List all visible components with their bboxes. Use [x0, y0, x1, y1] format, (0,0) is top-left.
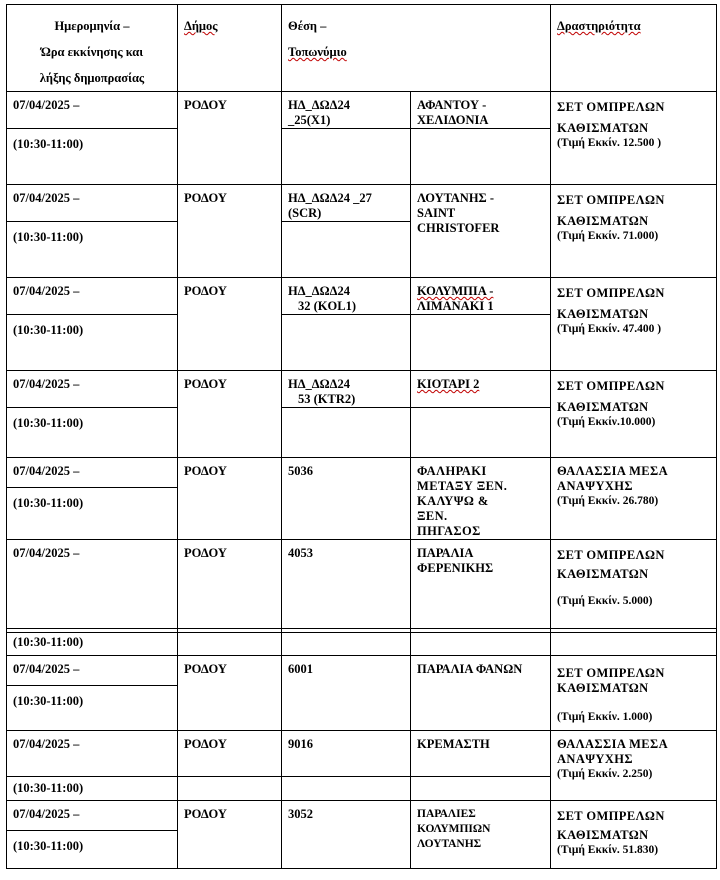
code-cell: 4053 — [282, 540, 411, 633]
time-cell: (10:30-11:00) — [7, 777, 178, 801]
table-row — [7, 278, 717, 315]
municipality-cell: ΡΟΔΟΥ — [178, 371, 282, 458]
time-cell: (10:30-11:00) — [7, 408, 178, 458]
activity-cell: ΣΕΤ ΟΜΠΡΕΛΩΝ ΚΑΘΙΣΜΑΤΩΝ (Τιμή Εκκίν. 51.830) — [551, 801, 717, 869]
municipality-cell: ΡΟΔΟΥ — [178, 458, 282, 540]
table-header-row — [7, 5, 717, 92]
code-cell: ΗΔ_ΔΩΔ24 _27 (SCR) — [282, 185, 411, 222]
code-cell: 6001 — [282, 656, 411, 731]
auction-table-continued — [6, 628, 717, 869]
time-cell: (10:30-11:00) — [7, 222, 178, 278]
date-cell: 07/04/2025 – — [7, 371, 178, 408]
activity-cell: ΣΕΤ ΟΜΠΡΕΛΩΝ ΚΑΘΙΣΜΑΤΩΝ (Τιμή Εκκίν. 1.000) — [551, 656, 717, 731]
table-row — [7, 629, 717, 656]
activity-cell: ΣΕΤ ΟΜΠΡΕΛΩΝ ΚΑΘΙΣΜΑΤΩΝ (Τιμή Εκκίν.10.000) — [551, 371, 717, 458]
code-cell: ΗΔ_ΔΩΔ24 53 (KTR2) — [282, 371, 411, 408]
table-row — [7, 801, 717, 831]
auction-table — [6, 4, 717, 633]
table-row — [7, 540, 717, 633]
place-cell: ΑΦΑΝΤΟΥ - ΧΕΛΙΔΟΝΙΑ — [411, 92, 551, 129]
time-cell: (10:30-11:00) — [7, 686, 178, 731]
table-row — [7, 656, 717, 686]
table-row — [7, 185, 717, 222]
table-row — [7, 371, 717, 408]
activity-cell: ΘΑΛΑΣΣΙΑ ΜΕΣΑ ΑΝΑΨΥΧΗΣ (Τιμή Εκκίν. 26.780) — [551, 458, 717, 540]
place-cell: ΠΑΡΑΛΙΑ ΦΕΡΕΝΙΚΗΣ — [411, 540, 551, 633]
place-cell: ΛΟΥΤΑΝΗΣ - SAINT CHRISTOFER — [411, 185, 551, 278]
header-municipality: Δήμος — [178, 5, 282, 92]
time-cell: (10:30-11:00) — [7, 129, 178, 185]
code-cell: 5036 — [282, 458, 411, 540]
place-cell: ΚΡΕΜΑΣΤΗ — [411, 731, 551, 777]
code-cell: ΗΔ_ΔΩΔ24 32 (KOL1) — [282, 278, 411, 315]
activity-cell: ΣΕΤ ΟΜΠΡΕΛΩΝ ΚΑΘΙΣΜΑΤΩΝ (Τιμή Εκκίν. 71.000) — [551, 185, 717, 278]
place-cell: ΦΑΛΗΡΑΚΙ ΜΕΤΑΞΥ ΞΕΝ. ΚΑΛΥΨΩ & ΞΕΝ. ΠΗΓΑΣΟΣ — [411, 458, 551, 540]
code-cell: ΗΔ_ΔΩΔ24 _25(X1) — [282, 92, 411, 129]
code-cell: 9016 — [282, 731, 411, 777]
place-cell: ΚΟΛΥΜΠΙΑ - ΛΙΜΑΝΑΚΙ 1 — [411, 278, 551, 315]
place-cell: ΠΑΡΑΛΙΑ ΦΑΝΩΝ — [411, 656, 551, 731]
place-cell: ΠΑΡΑΛΙΕΣ ΚΟΛΥΜΠΙΩΝ ΛΟΥΤΑΝΗΣ — [411, 801, 551, 869]
place-cell: ΚΙΟΤΑΡΙ 2 — [411, 371, 551, 408]
date-cell: 07/04/2025 – — [7, 185, 178, 222]
date-cell: 07/04/2025 – — [7, 731, 178, 777]
municipality-cell: ΡΟΔΟΥ — [178, 801, 282, 869]
activity-cell: ΣΕΤ ΟΜΠΡΕΛΩΝ ΚΑΘΙΣΜΑΤΩΝ (Τιμή Εκκίν. 5.000) — [551, 540, 717, 633]
municipality-cell: ΡΟΔΟΥ — [178, 731, 282, 777]
activity-cell: ΣΕΤ ΟΜΠΡΕΛΩΝ ΚΑΘΙΣΜΑΤΩΝ (Τιμή Εκκίν. 47.400 ) — [551, 278, 717, 371]
activity-cell: ΘΑΛΑΣΣΙΑ ΜΕΣΑ ΑΝΑΨΥΧΗΣ (Τιμή Εκκίν. 2.250) — [551, 731, 717, 801]
municipality-cell: ΡΟΔΟΥ — [178, 278, 282, 371]
date-cell: 07/04/2025 – — [7, 458, 178, 488]
time-cell: (10:30-11:00) — [7, 629, 178, 656]
date-cell: 07/04/2025 – — [7, 278, 178, 315]
time-cell: (10:30-11:00) — [7, 488, 178, 540]
municipality-cell: ΡΟΔΟΥ — [178, 92, 282, 185]
date-cell: 07/04/2025 – — [7, 656, 178, 686]
activity-cell: ΣΕΤ ΟΜΠΡΕΛΩΝ ΚΑΘΙΣΜΑΤΩΝ (Τιμή Εκκίν. 12.500 ) — [551, 92, 717, 185]
header-date: Ημερομηνία – Ώρα εκκίνησης και λήξης δημοπρασίας — [7, 5, 178, 92]
header-activity: Δραστηριότητα — [551, 5, 717, 92]
date-cell: 07/04/2025 – — [7, 92, 178, 129]
municipality-cell: ΡΟΔΟΥ — [178, 185, 282, 278]
table-row — [7, 458, 717, 488]
date-cell: 07/04/2025 – — [7, 540, 178, 633]
table-row — [7, 731, 717, 777]
time-cell: (10:30-11:00) — [7, 315, 178, 371]
municipality-cell: ΡΟΔΟΥ — [178, 656, 282, 731]
code-cell: 3052 — [282, 801, 411, 869]
date-cell: 07/04/2025 – — [7, 801, 178, 831]
table-row — [7, 92, 717, 129]
time-cell: (10:30-11:00) — [7, 831, 178, 869]
municipality-cell: ΡΟΔΟΥ — [178, 540, 282, 633]
header-location: Θέση – Τοπωνύμιο — [282, 5, 551, 92]
